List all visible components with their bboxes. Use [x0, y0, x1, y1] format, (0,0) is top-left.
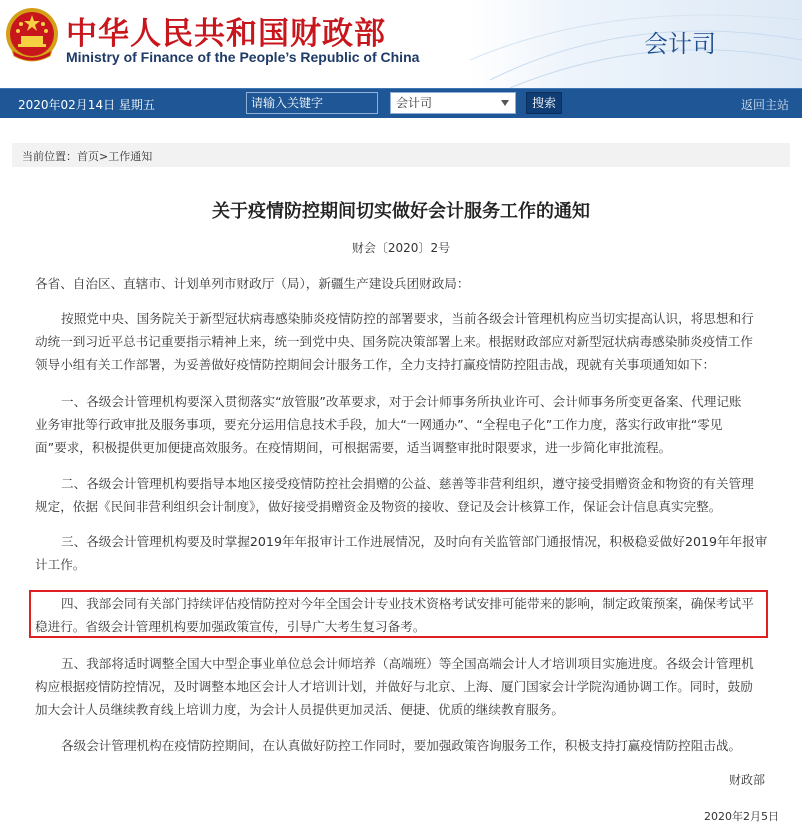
text-line: 一、各级会计管理机构要深入贯彻落实“放管服”改革要求，对于会计师事务所执业许可、会计师事务所变更备案、代理记账 [61, 394, 742, 409]
text-line: 按照党中央、国务院关于新型冠状病毒感染肺炎疫情防控的部署要求，当前各级会计管理机构应当切实提高认识，将思想和行 [61, 311, 754, 326]
text-line: 稳进行。省级会计管理机构要加强政策宣传，引导广大考生复习备考。 [35, 619, 426, 634]
text-line: 面”要求，积极提供更加便捷高效服务。在疫情期间，可根据需要，适当调整审批时限要求，进一步简化审批流程。 [35, 440, 672, 455]
text-line: 构应根据疫情防控情况，及时调整本地区会计人才培训计划，并做好与北京、上海、厦门国家会计学院沟通协调工作。同时，鼓励 [35, 679, 753, 694]
paragraph-1 [35, 390, 773, 459]
document-number: 财会〔2020〕2号 [351, 241, 451, 255]
ministry-en-title: Ministry of Finance of the People’s Republic of China [66, 49, 420, 65]
department-name: 会计司 [644, 30, 716, 58]
chevron-down-icon [501, 100, 509, 106]
highlight-box [29, 590, 768, 638]
paragraph-5 [35, 652, 773, 721]
signature-date: 2020年2月5日 [704, 810, 779, 823]
ministry-cn-title: 中华人民共和国财政部 [66, 16, 386, 52]
text-line: 领导小组有关工作部署，为妥善做好疫情防控期间会计服务工作，全力支持打赢疫情防控阻击战，现就有关事项通知如下： [35, 357, 716, 372]
text-line: 业务审批等行政审批及服务事项，要充分运用信息技术手段，加大“一网通办”、“全程电子化”工作力度，落实行政审批“零见 [35, 417, 723, 432]
text-line: 动统一到习近平总书记重要指示精神上来，统一到党中央、国务院决策部署上来。根据财政部应对新型冠状病毒感染肺炎疫情工作 [35, 334, 753, 349]
salutation [35, 272, 773, 295]
nav-bar [0, 88, 802, 118]
signature: 财政部 [729, 773, 766, 787]
department-select-value: 会计司 [396, 96, 433, 110]
paragraph-intro [35, 307, 773, 376]
paragraph-6 [35, 734, 773, 757]
text-line: 五、我部将适时调整全国大中型企事业单位总会计师培养（高端班）等全国高端会计人才培训项目实施进度。各级会计管理机 [61, 656, 754, 671]
banner-decoration [470, 0, 802, 88]
paragraph-2 [35, 472, 773, 518]
search-button[interactable]: 搜索 [526, 92, 562, 114]
text-line: 计工作。 [35, 557, 86, 572]
current-date: 2020年02月14日 星期五 [18, 98, 155, 112]
text-line: 四、我部会同有关部门持续评估疫情防控对今年全国会计专业技术资格考试安排可能带来的影响，制定政策预案，确保考试平 [61, 596, 754, 611]
text-line: 各级会计管理机构在疫情防控期间，在认真做好防控工作同时，要加强政策咨询服务工作，积极支持打赢疫情防控阻击战。 [61, 738, 742, 753]
text-line: 规定，依据《民间非营利组织会计制度》，做好接受捐赠资金及物资的接收、登记及会计核算工作，保证会计信息真实完整。 [35, 499, 722, 514]
text-line: 三、各级会计管理机构要及时掌握2019年年报审计工作进展情况，及时向有关监管部门通报情况，积极稳妥做好2019年年报审 [61, 534, 768, 549]
return-home-link[interactable]: 返回主站 [741, 98, 790, 112]
national-emblem-icon [4, 6, 60, 66]
text-line: 加大会计人员继续教育线上培训力度，为会计人员提供更加灵活、便捷、优质的继续教育服务。 [35, 702, 564, 717]
search-input[interactable]: 请输入关键字 [246, 92, 378, 114]
salutation-text: 各省、自治区、直辖市、计划单列市财政厅（局），新疆生产建设兵团财政局： [35, 276, 470, 291]
breadcrumb[interactable]: 当前位置：首页>工作通知 [22, 150, 153, 163]
article-title: 关于疫情防控期间切实做好会计服务工作的通知 [212, 201, 590, 222]
department-select[interactable] [390, 92, 516, 114]
paragraph-3 [35, 530, 773, 576]
breadcrumb-bar [12, 143, 790, 167]
site-header [0, 0, 802, 90]
text-line: 二、各级会计管理机构要指导本地区接受疫情防控社会捐赠的公益、慈善等非营利组织，遵守接受捐赠资金和物资的有关管理 [61, 476, 754, 491]
